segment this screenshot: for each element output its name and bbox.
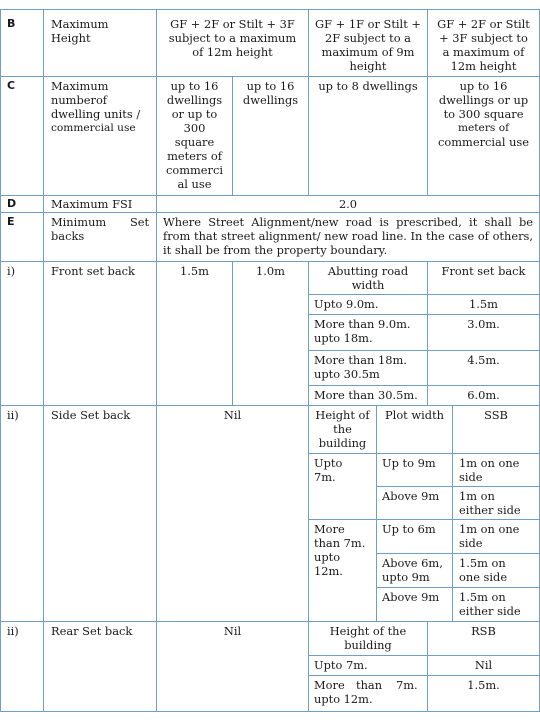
row-label-rear: Rear Set back (51, 624, 133, 638)
c-col1a-line5: square (174, 135, 215, 149)
row-label-side: Side Set back (51, 408, 131, 422)
side-head-height-line1: Height of (315, 408, 370, 422)
side-head-height-line3: building (318, 436, 367, 450)
c-col1a-line8: al use (177, 177, 212, 191)
row-label-e-line2: backs (51, 229, 85, 243)
rule-front-side (0, 405, 540, 406)
rule-side-g1r1 (376, 486, 540, 487)
front-road-2-line2: upto 18m. (314, 331, 373, 345)
front-road-3-line2: upto 30.5m (314, 367, 380, 381)
c-col1a-line3: or up to (171, 107, 218, 121)
rear-head-height-line1: Height of the (329, 624, 407, 638)
front-setback-3: 4.5m. (467, 353, 500, 367)
row-label-front: Front set back (51, 264, 135, 278)
front-road-3-line1: More than 18m. (314, 353, 407, 367)
front-head-road-line2: width (351, 278, 385, 292)
row-code-c: C (7, 79, 16, 92)
rear-head-rsb: RSB (471, 624, 496, 638)
side-g2r3-ssb-line2: either side (459, 604, 521, 618)
rule-e-front (0, 261, 540, 262)
row-label-c-line1: Maximum (51, 79, 109, 93)
front-setback-2: 3.0m. (467, 317, 500, 331)
rear-head-height-line2: building (344, 638, 392, 652)
front-setback-1: 1.5m (469, 297, 498, 311)
b-col3-line1: GF + 2F or Stilt (437, 17, 530, 31)
rule-side-g2r1 (376, 553, 540, 554)
setback-rule-text: Where Street Alignment/new road is prescribed, it shall be from that street alignment/ new road line. In the case of others, it shall be from the property boundary. (163, 215, 533, 258)
row-label-e-word1: Minimum (51, 215, 107, 229)
rule-bottom (0, 711, 540, 712)
row-label-d: Maximum FSI (51, 197, 133, 211)
b-col3-line3: a maximum of (442, 45, 525, 59)
b-col1-line2: subject to a maximum (168, 31, 297, 45)
rule-side-height-plot (376, 405, 377, 622)
side-g2r2-plot-line1: Above 6m, (382, 556, 443, 570)
row-label-e-word2: Set (130, 215, 150, 229)
c-col3-line2: dwellings or up (438, 93, 529, 107)
side-g1r2-plot: Above 9m (382, 489, 440, 503)
c-col3-line1: up to 16 (459, 79, 508, 93)
c-col1a-line4: 300 (183, 121, 206, 135)
c-col1a-line1: up to 16 (170, 79, 219, 93)
side-g1r1-ssb-line2: side (459, 470, 483, 484)
side-head-ssb: SSB (484, 408, 508, 422)
side-g2r2-plot-line2: upto 9m (382, 570, 430, 584)
c-col3-line3: to 300 square (443, 107, 524, 121)
rear-r1-rsb: Nil (474, 658, 493, 672)
rule-front-r2 (308, 350, 540, 351)
side-g2-height-line3: upto (314, 550, 341, 564)
side-g2-height-line1: More (314, 522, 345, 536)
fsi-value: 2.0 (338, 197, 358, 211)
b-col2-line4: height (349, 59, 387, 73)
row-code-b: B (7, 17, 16, 30)
side-g2r1-ssb-line1: 1m on one (459, 522, 520, 536)
front-setback-4: 6.0m. (467, 388, 500, 402)
side-g1r2-ssb-line1: 1m on (459, 489, 495, 503)
row-label-c-line4: commercial use (51, 122, 136, 134)
rule-front-road-sb (427, 261, 428, 406)
b-col3-line4: 12m height (450, 59, 517, 73)
c-col2-line1: up to 8 dwellings (318, 79, 418, 93)
b-col1-line3: of 12m height (192, 45, 273, 59)
row-code-front: i) (7, 264, 16, 278)
rear-r2-rsb: 1.5m. (467, 678, 500, 692)
rule-code-label (43, 9, 44, 712)
rule-c-col2 (308, 76, 309, 196)
side-g2-height-line2: than 7m. (314, 536, 366, 550)
rule-front-head (308, 294, 540, 295)
side-g1-height-line2: 7m. (314, 470, 336, 484)
front-road-4: More than 30.5m. (314, 388, 418, 402)
front-value-b: 1.0m (256, 264, 285, 278)
side-g2r1-plot: Up to 6m (382, 522, 436, 536)
row-label-b-line1: Maximum (51, 17, 109, 31)
rear-r2-height-w1: More (314, 678, 345, 692)
rule-front-r3 (308, 385, 540, 386)
rear-r2-height-w2: than (356, 678, 383, 692)
side-value: Nil (223, 408, 242, 422)
rear-r2-height-w3: 7m. (396, 678, 418, 692)
front-head-road-line1: Abutting road (327, 264, 409, 278)
rear-r1-height: Upto 7m. (314, 658, 368, 672)
row-code-e: E (7, 215, 15, 228)
front-road-1: Upto 9.0m. (314, 297, 379, 311)
side-g2r3-plot: Above 9m (382, 590, 440, 604)
row-code-rear: ii) (7, 624, 19, 638)
rule-rear-r1 (308, 675, 540, 676)
row-label-b-line2: Height (51, 31, 91, 45)
rule-left (0, 9, 1, 712)
c-col3-line4: meters of (457, 122, 509, 134)
row-label-c-line3: dwelling units / (51, 107, 141, 121)
rear-value: Nil (223, 624, 242, 638)
b-col2-line2: 2F subject to a (325, 31, 411, 45)
rule-side-rear (0, 621, 540, 622)
rule-side-g1-g2 (308, 519, 540, 520)
row-code-side: ii) (7, 408, 19, 422)
rule-top (0, 9, 540, 10)
front-value-a: 1.5m (180, 264, 209, 278)
rule-side-g2r2 (376, 587, 540, 588)
side-g2r2-ssb-line2: one side (459, 570, 508, 584)
c-col1b-line1: up to 16 (246, 79, 295, 93)
side-g2r2-ssb-line1: 1.5m on (459, 556, 506, 570)
rule-side-plot-ssb (452, 405, 453, 622)
side-g2-height-line4: 12m. (314, 564, 343, 578)
side-g2r1-ssb-line2: side (459, 536, 483, 550)
b-col1-line1: GF + 2F or Stilt + 3F (170, 17, 295, 31)
row-label-c-line2: numberof (51, 93, 108, 107)
b-col2-line1: GF + 1F or Stilt + (315, 17, 421, 31)
rule-b-c (0, 76, 540, 77)
rule-front-ab (232, 261, 233, 406)
row-code-d: D (7, 197, 17, 210)
front-road-2-line1: More than 9.0m. (314, 317, 411, 331)
side-g2r3-ssb-line1: 1.5m on (459, 590, 506, 604)
front-head-setback: Front set back (441, 264, 526, 278)
rule-c-d (0, 195, 540, 196)
c-col1b-line2: dwellings (242, 93, 299, 107)
side-head-height-line2: the (333, 422, 352, 436)
rule-front-r1 (308, 314, 540, 315)
c-col1a-line6: meters of (167, 149, 222, 163)
side-head-plot: Plot width (385, 408, 444, 422)
c-col3-line5: commercial use (437, 135, 530, 149)
b-col3-line2: + 3F subject to (439, 31, 528, 45)
rule-side-head (308, 453, 540, 454)
side-g1r1-plot: Up to 9m (382, 456, 436, 470)
rule-rear-head (308, 655, 540, 656)
rule-d-e (0, 212, 540, 213)
c-col1a-line7: commerci (165, 163, 224, 177)
side-g1r1-ssb-line1: 1m on one (459, 456, 520, 470)
side-g1r2-ssb-line2: either side (459, 503, 521, 517)
rear-r2-height-line2: upto 12m. (314, 692, 373, 706)
side-g1-height-line1: Upto (314, 456, 343, 470)
b-col2-line3: maximum of 9m (321, 45, 415, 59)
c-col1a-line2: dwellings (166, 93, 223, 107)
